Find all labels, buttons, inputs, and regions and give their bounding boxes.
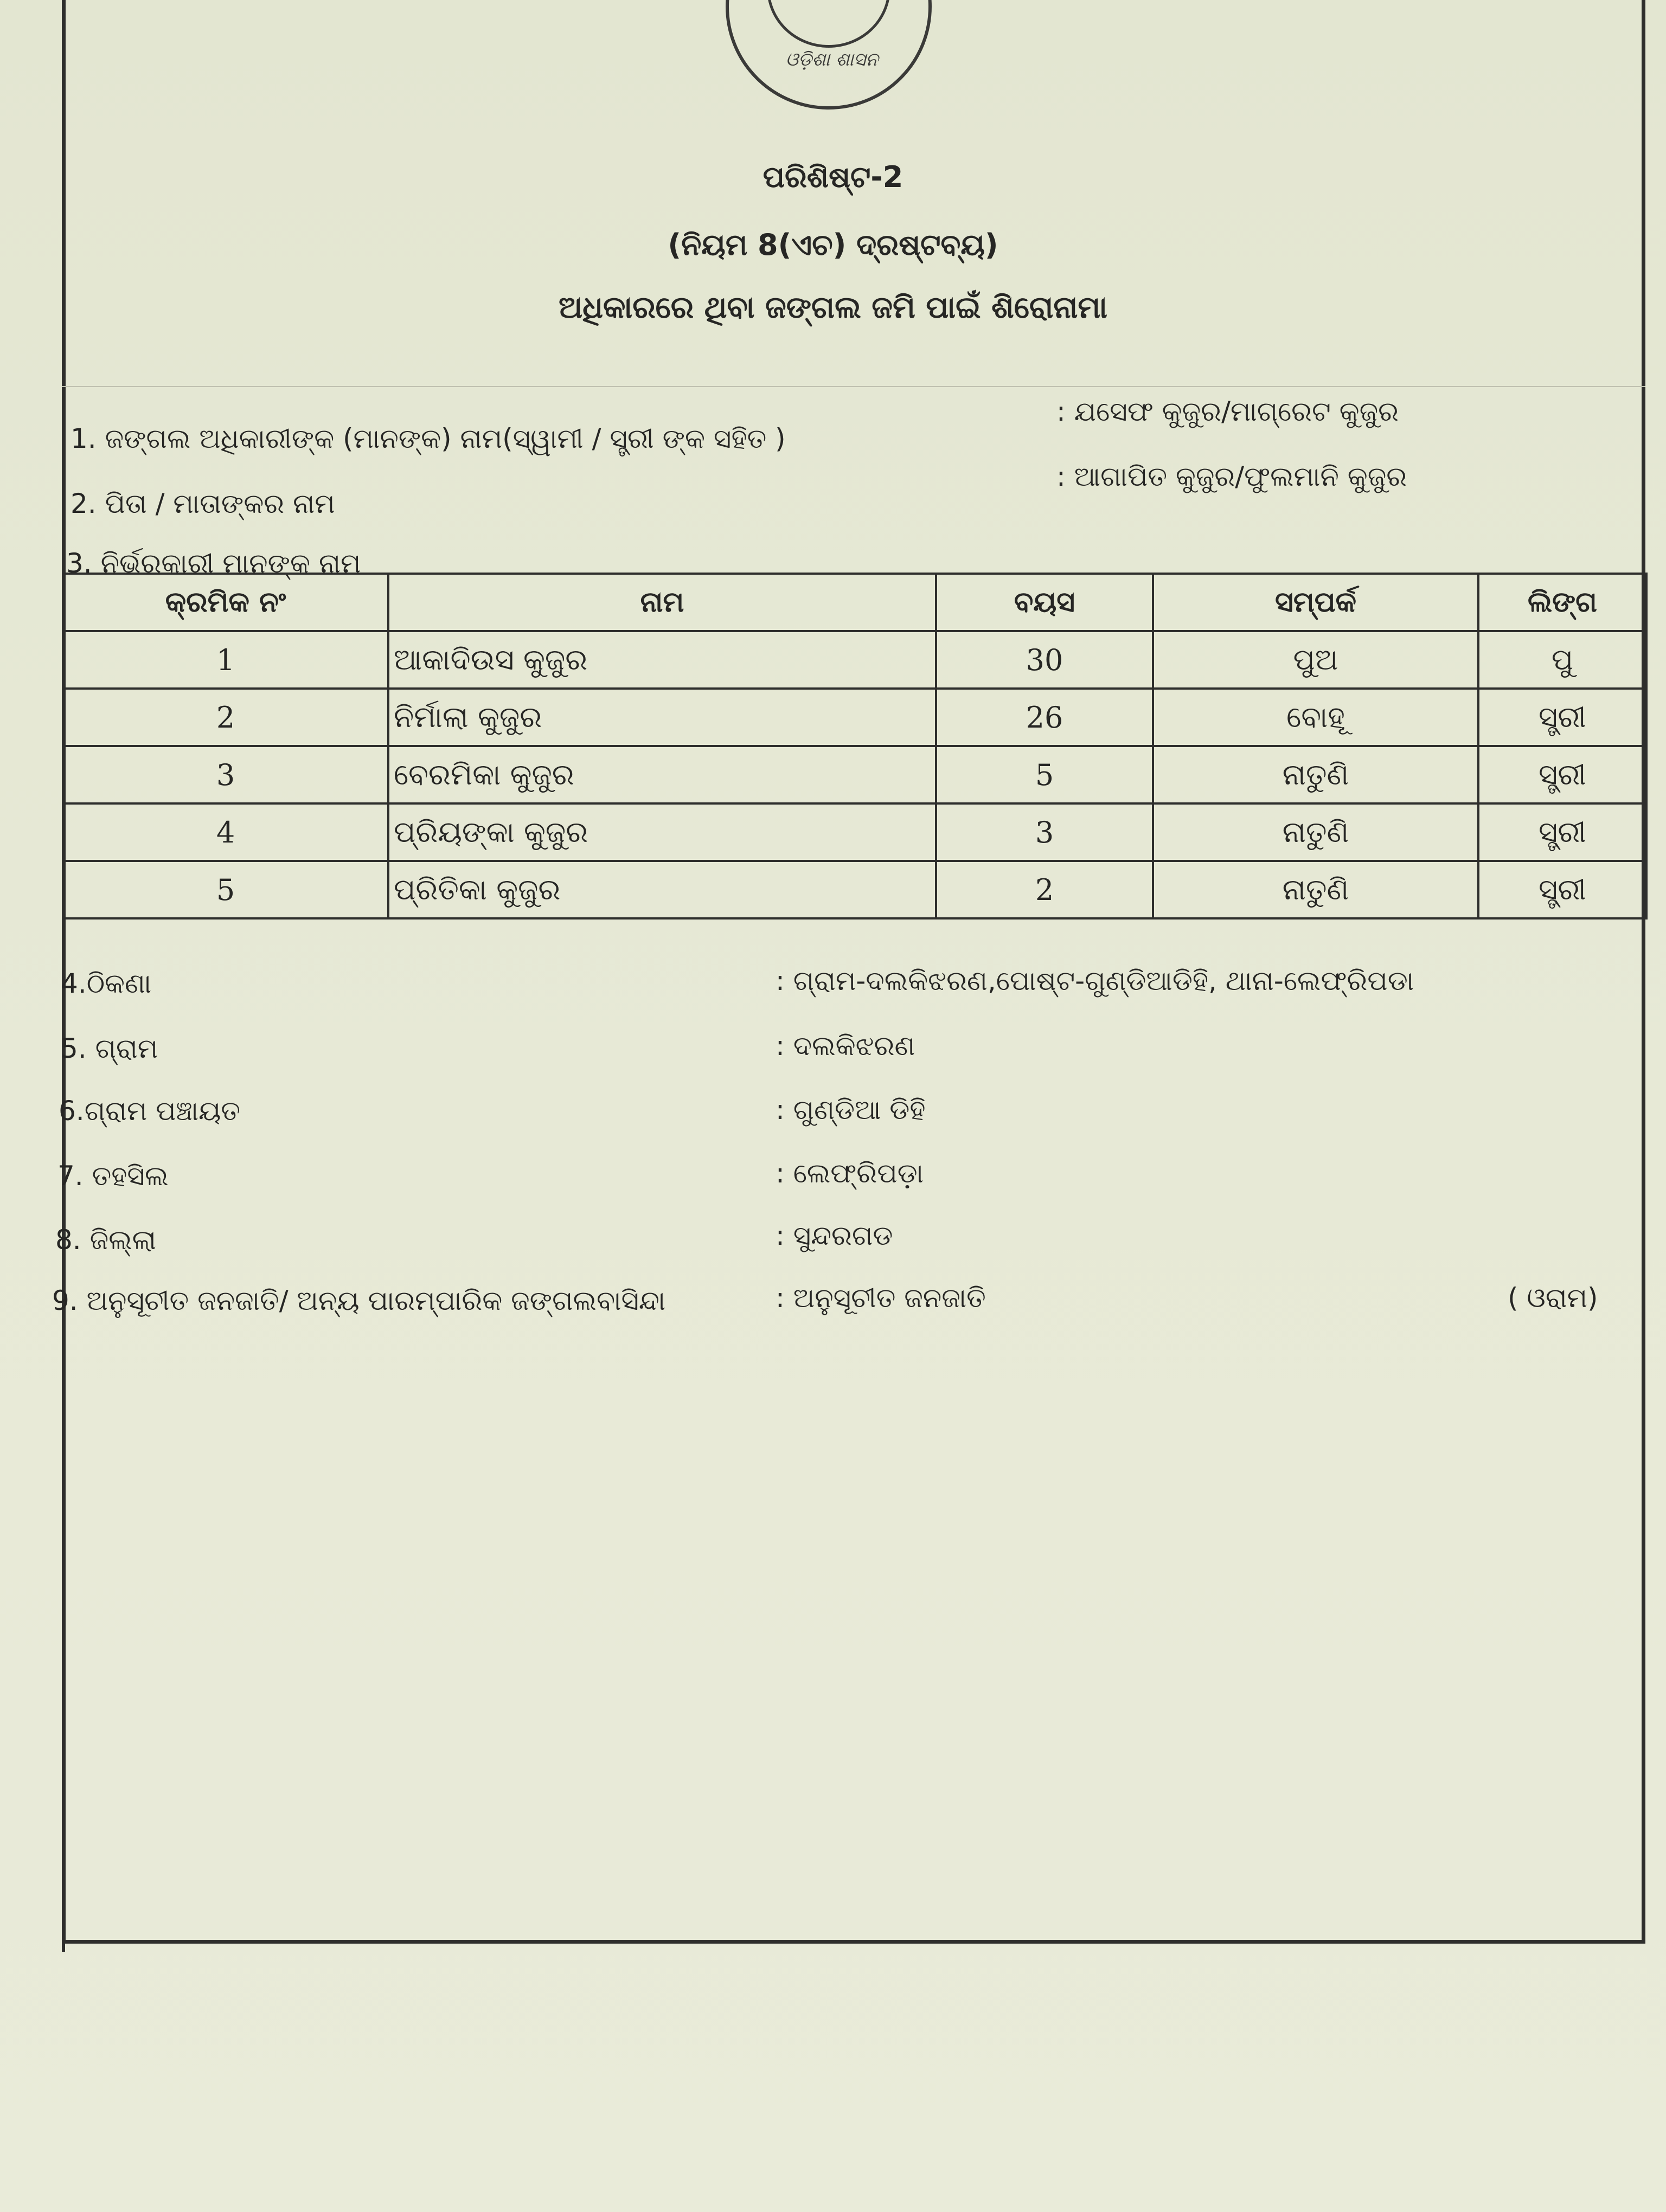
table-row: [63, 803, 1646, 861]
cell-relation: ନାତୁଣି: [1153, 803, 1478, 861]
cell-gender: ସ୍ତ୍ରୀ: [1478, 689, 1646, 746]
village-label: 5. ଗ୍ରାମ: [61, 1033, 158, 1064]
seal-text: ଓଡ଼ିଶା ଶାସନ: [785, 49, 879, 70]
cell-age: 30: [936, 631, 1153, 689]
tribe-value: ( ଓରାମ): [1508, 1282, 1598, 1314]
table-row: [63, 689, 1646, 746]
table-row: [63, 861, 1646, 918]
district-label: 8. ଜିଲ୍ଲା: [55, 1224, 157, 1256]
cell-age: 2: [936, 861, 1153, 918]
category-value: : ଅନୁସୂଚୀତ ଜନଜାତି: [776, 1282, 986, 1314]
cell-gender: ସ୍ତ୍ରୀ: [1478, 803, 1646, 861]
dependents-table: [62, 573, 1648, 919]
address-label: 4.ଠିକଣା: [61, 968, 152, 999]
parent-name-label: 2. ପିତା / ମାତାଙ୍କର ନାମ: [71, 488, 335, 519]
cell-serial: 2: [63, 689, 388, 746]
holder-name-value: : ଯସେଫ କୁଜୁର/ମାଗ୍ରେଟ କୁଜୁର: [1056, 396, 1399, 427]
cell-relation: ନାତୁଣି: [1153, 861, 1478, 918]
cell-relation: ବୋହୂ: [1153, 689, 1478, 746]
cell-relation: ପୁଅ: [1153, 631, 1478, 689]
village-value: : ଦଲକିଝରଣ: [776, 1030, 915, 1062]
cell-gender: ସ୍ତ୍ରୀ: [1478, 861, 1646, 918]
rule-reference: (ନିୟମ 8(ଏଚ) ଦ୍ରଷ୍ଟବ୍ୟ): [668, 228, 998, 262]
header-age: ବୟସ: [936, 574, 1153, 631]
cell-name: ପ୍ରିୟଙ୍କା କୁଜୁର: [388, 803, 936, 861]
document-title: ପରିଶିଷ୍ଟ-2: [762, 160, 904, 194]
parent-name-value: : ଆଗାପିତ କୁଜୁର/ଫୁଲମାନି କୁଜୁର: [1056, 461, 1407, 492]
tahasil-label: 7. ତହସିଲ: [57, 1160, 169, 1192]
document-subtitle: ଅଧିକାରରେ ଥିବା ଜଙ୍ଗଲ ଜମି ପାଇଁ ଶିରୋନାମା: [558, 290, 1108, 325]
cell-serial: 3: [63, 746, 388, 803]
table-row: [63, 631, 1646, 689]
header-divider: [62, 386, 1645, 387]
cell-age: 26: [936, 689, 1153, 746]
cell-name: ଆକାଦିଉସ କୁଜୁର: [388, 631, 936, 689]
cell-age: 3: [936, 803, 1153, 861]
dependents-label: 3. ନିର୍ଭରକାରୀ ମାନଙ୍କ ନାମ: [66, 548, 361, 579]
header-gender: ଲିଙ୍ଗ: [1478, 574, 1646, 631]
district-value: : ସୁନ୍ଦରଗଡ: [776, 1220, 893, 1251]
cell-serial: 4: [63, 803, 388, 861]
cell-name: ବେରମିକା କୁଜୁର: [388, 746, 936, 803]
header-name: ନାମ: [388, 574, 936, 631]
cell-serial: 1: [63, 631, 388, 689]
table-row: [63, 746, 1646, 803]
panchayat-label: 6.ଗ୍ରାମ ପଞ୍ଚାୟତ: [59, 1095, 240, 1127]
cell-name: ପ୍ରିତିକା କୁଜୁର: [388, 861, 936, 918]
category-label: 9. ଅନୁସୂଚୀତ ଜନଜାତି/ ଅନ୍ୟ ପାରମ୍ପାରିକ ଜଙ୍ଗଲବାସିନ୍ଦା: [52, 1285, 666, 1316]
header-serial: କ୍ରମିକ ନଂ: [63, 574, 388, 631]
seal-emblem: [767, 0, 890, 48]
cell-serial: 5: [63, 861, 388, 918]
table-header-row: [63, 574, 1646, 631]
panchayat-value: : ଗୁଣ୍ଡିଆ ଡିହି: [776, 1094, 926, 1126]
cell-gender: ପୁ: [1478, 631, 1646, 689]
cell-gender: ସ୍ତ୍ରୀ: [1478, 746, 1646, 803]
cell-relation: ନାତୁଣି: [1153, 746, 1478, 803]
tahasil-value: : ଲେଫ୍ରିପଡ଼ା: [776, 1158, 924, 1189]
holder-name-label: 1. ଜଙ୍ଗଲ ଅଧିକାରୀଙ୍କ (ମାନଙ୍କ) ନାମ(ସ୍ୱାମୀ / ସ୍ତ୍ରୀ ଙ୍କ ସହିତ ): [71, 423, 786, 454]
cell-name: ନିର୍ମାଲା କୁଜୁର: [388, 689, 936, 746]
header-relation: ସମ୍ପର୍କ: [1153, 574, 1478, 631]
address-value: : ଗ୍ରାମ-ଦଲକିଝରଣ,ପୋଷ୍ଟ-ଗୁଣ୍ଡିଆଡିହି, ଥାନା-ଲେଫ୍ରିପଡା: [776, 965, 1414, 996]
cell-age: 5: [936, 746, 1153, 803]
